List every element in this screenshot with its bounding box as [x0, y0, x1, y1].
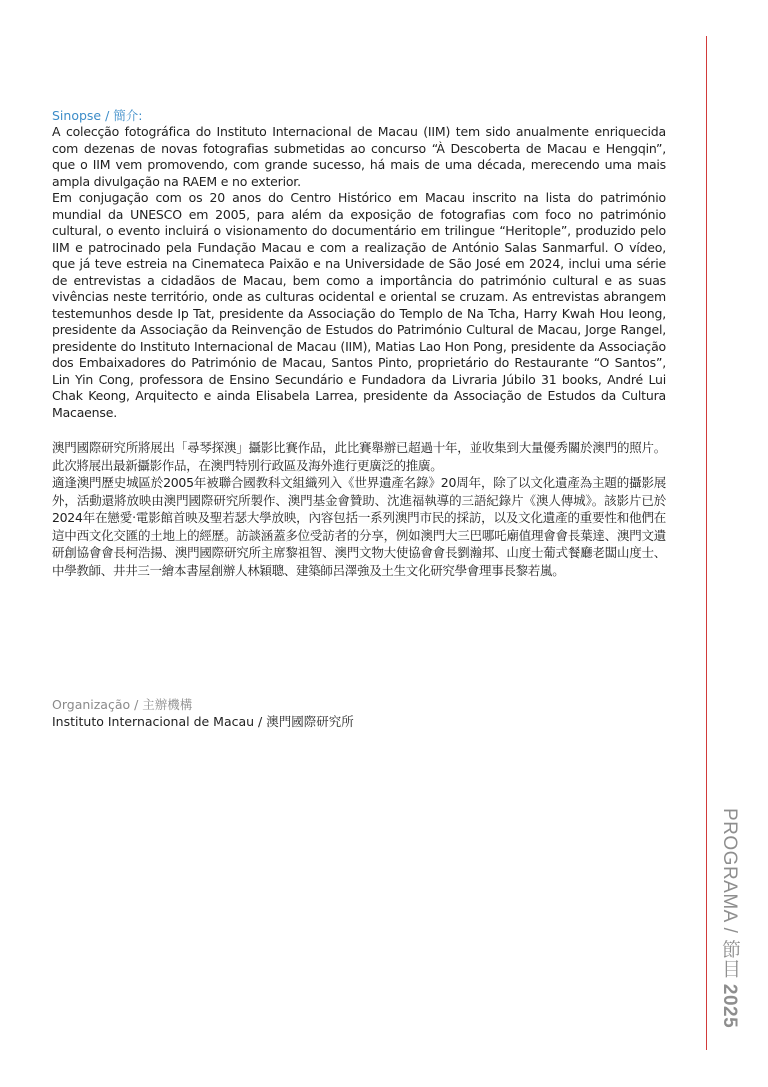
organizacao-section — [52, 696, 666, 730]
sinopse-paragraph-zh-2: 適逢澳門歷史城區於2005年被聯合國教科文組織列入《世界遺產名錄》20周年，除了以文化遺產為主題的攝影展外，活動還將放映由澳門國際研究所製作、澳門基金會贊助、沈進福執導的三語紀錄片《澳人傳城》。該影片已於2024年在戀愛‧電影館首映及聖若瑟大學放映，內容包括一系列澳門市民的採訪，以及文化遺產的重要性和他們在這中西文化交匯的土地上的經歷。訪談涵蓋多位受訪者的分享，例如澳門大三巴哪吒廟值理會會長葉達、澳門文遺研創協會會長柯浩揚、澳門國際研究所主席黎祖智、澳門文物大使協會會長劉瀚邦、山度士葡式餐廳老闆山度士、中學教師、井井三一繪本書屋創辦人林穎聰、建築師呂澤強及土生文化研究學會理事長黎若嵐。 — [52, 475, 666, 578]
programa-year: 2025 — [719, 983, 740, 1029]
programa-side-label — [716, 808, 743, 1028]
organizacao-heading: Organização / 主辦機構 — [52, 697, 193, 712]
sinopse-paragraph-pt-2: Em conjugação com os 20 anos do Centro Histórico em Macau inscrito na lista do património mundial da UNESCO em 2005, para além da exposição de fotografias com foco no património cultural, o evento incluirá o visionamento do documentário em trilingue “Heritople”, produzido pelo IIM e patrocinado pela Fundação Macau e com a realização de António Salas Sanmarful. O vídeo, que já teve estreia na Cinemateca Paixão e na Universidade de São José em 2024, inclui uma série de entrevistas a cidadãos de Macau, bem como a importância do património cultural e as suas vivências neste território, onde as culturas ocidental e oriental se cruzam. As entrevistas abrangem testemunhos desde Ip Tat, presidente da Associação do Templo de Na Tcha, Harry Kwah Hou Ieong, presidente da Associação da Reinvenção de Estudos do Património Cultural de Macau, Jorge Rangel, presidente do Instituto Internacional de Macau (IIM), Matias Lao Hon Pong, presidente da Associação dos Embaixadores do Património de Macau, Santos Pinto, proprietário do Restaurante “O Santos”, Lin Yin Cong, professora de Ensino Secundário e Fundadora da Livraria Júbilo 31 books, André Lui Chak Keong, Arquitecto e ainda Elisabela Larrea, presidente da Associação de Estudos da Cultura Macaense. — [52, 190, 666, 420]
sinopse-heading: Sinopse / 簡介: — [52, 108, 143, 123]
page-margin-rule — [706, 36, 707, 1050]
sinopse-section — [52, 108, 666, 579]
programa-label-text: PROGRAMA / 節目 — [719, 808, 740, 984]
sinopse-paragraph-pt-1: A colecção fotográfica do Instituto Internacional de Macau (IIM) tem sido anualmente enriquecida com dezenas de novas fotografias submetidas ao concurso “À Descoberta de Macau e Hengqin”, que o IIM vem promovendo, com grande sucesso, há mais de uma década, merecendo uma mais ampla divulgação na RAEM e no exterior. — [52, 124, 666, 189]
organizacao-value: Instituto Internacional de Macau / 澳門國際研究所 — [52, 714, 354, 729]
sinopse-chinese-block — [52, 439, 666, 579]
sinopse-paragraph-zh-1: 澳門國際研究所將展出「尋琴探澳」攝影比賽作品，此比賽舉辦已超過十年，並收集到大量優秀關於澳門的照片。此次將展出最新攝影作品，在澳門特別行政區及海外進行更廣泛的推廣。 — [52, 440, 666, 473]
